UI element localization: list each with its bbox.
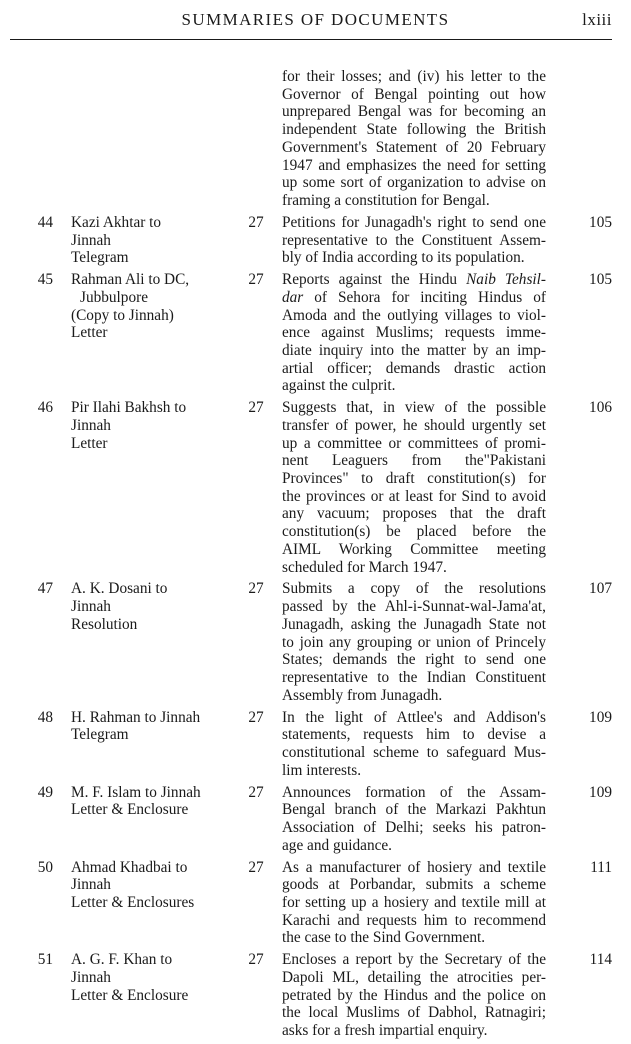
sender-line: Letter & Enclosures bbox=[71, 893, 195, 911]
summary-line: for their losses; and (iv) his letter to the bbox=[282, 68, 546, 85]
entry-summary bbox=[282, 784, 546, 855]
summary-line: the local Muslims of Dabhol, Ratnagiri; bbox=[282, 1004, 546, 1022]
sender-line: Jinnah bbox=[71, 968, 111, 986]
entry-page: 114 bbox=[589, 951, 612, 969]
entry-page: 111 bbox=[590, 858, 612, 876]
summary-line: Amoda and the outlying villages to viol- bbox=[282, 306, 546, 324]
summary-line: petrated by the Hindus and the police on bbox=[282, 986, 546, 1004]
summary-line: the case to the Sind Government. bbox=[282, 929, 486, 947]
entry-date: 27 bbox=[248, 858, 264, 876]
sender-line: Jubbulpore bbox=[80, 288, 148, 306]
entry-49 bbox=[0, 784, 631, 855]
summary-line: artial officer; demands drastic action bbox=[282, 359, 546, 377]
summary-line: Dapoli ML, detailing the atrocities per- bbox=[282, 968, 546, 986]
sender-line: M. F. Islam to Jinnah bbox=[71, 783, 201, 801]
summary-line: Provinces" to draft constitution(s) for bbox=[282, 470, 546, 488]
entry-45 bbox=[0, 271, 631, 395]
entry-page: 106 bbox=[589, 399, 612, 417]
entry-page: 105 bbox=[589, 213, 612, 231]
entry-47 bbox=[0, 580, 631, 704]
summary-line: representative to the Constituent Assem- bbox=[282, 231, 546, 249]
entry-page: 107 bbox=[589, 580, 612, 598]
summary-line: Association of Delhi; seeks his patron- bbox=[282, 818, 546, 836]
entry-51 bbox=[0, 951, 631, 1040]
sender-line: Telegram bbox=[71, 249, 129, 267]
sender-line: Jinnah bbox=[71, 876, 111, 894]
summary-line: ence against Muslims; requests imme- bbox=[282, 324, 546, 342]
summary-line: up a committee or committees of promi- bbox=[282, 434, 546, 452]
sender-line: Letter & Enclosure bbox=[71, 986, 189, 1004]
entry-summary bbox=[282, 580, 546, 704]
summary-line: to join any grouping or union of Princely bbox=[282, 633, 546, 651]
sender-line: Telegram bbox=[71, 726, 129, 744]
entry-date: 27 bbox=[248, 783, 264, 801]
summary-line: Junagadh, asking the Junagadh State not bbox=[282, 615, 546, 633]
summary-line: Governor of Bengal pointing out how bbox=[282, 85, 546, 103]
entry-summary bbox=[282, 271, 546, 395]
sender-line: Pir Ilahi Bakhsh to bbox=[71, 399, 187, 417]
entry-date: 27 bbox=[248, 951, 264, 969]
entry-sender bbox=[71, 709, 247, 744]
sender-line: Jinnah bbox=[71, 598, 111, 616]
summary-text: Reports against the Hindu bbox=[282, 271, 467, 289]
header-rule bbox=[10, 39, 612, 40]
entry-50 bbox=[0, 859, 631, 948]
sender-line: Jinnah bbox=[71, 231, 111, 249]
summary-line: passed by the Ahl-i-Sunnat-wal-Jama'at, bbox=[282, 598, 546, 616]
entry-summary bbox=[282, 214, 546, 267]
summary-line: any vacuum; proposes that the draft bbox=[282, 505, 546, 523]
summary-italic-term: dar bbox=[282, 288, 304, 306]
entry-number: 47 bbox=[37, 580, 53, 598]
summary-line: diate inquiry into the matter by an imp- bbox=[282, 341, 546, 359]
entry-number: 45 bbox=[37, 271, 53, 289]
summary-line: age and guidance. bbox=[282, 836, 392, 854]
entry-sender bbox=[71, 580, 247, 633]
entry-number: 50 bbox=[37, 858, 53, 876]
entry-sender bbox=[71, 784, 247, 819]
summary-line: Bengal branch of the Markazi Pakhtun bbox=[282, 801, 546, 819]
summary-line: unprepared Bengal was for becoming an bbox=[282, 103, 546, 121]
entry-sender bbox=[71, 859, 247, 912]
summary-line: States; demands the right to send one bbox=[282, 651, 546, 669]
summary-line: lim interests. bbox=[282, 761, 362, 779]
entry-summary bbox=[282, 399, 546, 576]
continuation-entry bbox=[0, 68, 631, 210]
sender-line: H. Rahman to Jinnah bbox=[71, 708, 201, 726]
summary-line: As a manufacturer of hosiery and textile bbox=[282, 858, 546, 876]
summary-line: framing a constitution for Bengal. bbox=[282, 191, 490, 209]
sender-line: Letter bbox=[71, 434, 108, 452]
entry-sender bbox=[71, 399, 247, 452]
summary-line: for setting up a hosiery and textile mill at bbox=[282, 893, 546, 911]
entry-48 bbox=[0, 709, 631, 780]
summary-line: nent Leaguers from the"Pakistani bbox=[282, 452, 546, 470]
entry-page: 105 bbox=[589, 271, 612, 289]
summary-line: goods at Porbandar, submits a scheme bbox=[282, 876, 546, 894]
summary-line: Government's Statement of 20 February bbox=[282, 138, 546, 156]
summary-line: Karachi and requests him to recommend bbox=[282, 911, 546, 929]
entry-date: 27 bbox=[248, 580, 264, 598]
entry-date: 27 bbox=[248, 708, 264, 726]
running-header bbox=[0, 0, 631, 42]
summary-italic-term: Naib Tehsil- bbox=[466, 271, 546, 289]
sender-line: Kazi Akhtar to bbox=[71, 213, 162, 231]
summary-line: Submits a copy of the resolutions bbox=[282, 580, 546, 598]
entry-46 bbox=[0, 399, 631, 576]
summary-line: 1947 and emphasizes the need for setting bbox=[282, 156, 546, 174]
entry-number: 46 bbox=[37, 399, 53, 417]
document-summary-list bbox=[0, 68, 631, 1044]
sender-line: Rahman Ali to DC, bbox=[71, 271, 190, 289]
running-header-title: SUMMARIES OF DOCUMENTS bbox=[181, 10, 450, 29]
sender-line: Letter bbox=[71, 324, 108, 342]
sender-line: Resolution bbox=[71, 615, 138, 633]
summary-line: AIML Working Committee meeting bbox=[282, 540, 546, 558]
summary-line: representative to the Indian Constituent bbox=[282, 668, 546, 686]
entry-summary bbox=[282, 709, 546, 780]
entry-sender bbox=[71, 951, 247, 1004]
entry-number: 44 bbox=[37, 213, 53, 231]
sender-line: Ahmad Khadbai to bbox=[71, 858, 188, 876]
summary-line bbox=[282, 289, 546, 307]
entry-sender bbox=[71, 271, 247, 342]
summary-line: transfer of power, he should urgently set bbox=[282, 416, 546, 434]
sender-line: A. K. Dosani to bbox=[71, 580, 168, 598]
sender-line: A. G. F. Khan to bbox=[71, 951, 173, 969]
summary-line: In the light of Attlee's and Addison's bbox=[282, 708, 546, 726]
entry-summary bbox=[282, 859, 546, 948]
entry-number: 51 bbox=[37, 951, 53, 969]
entry-page: 109 bbox=[589, 783, 612, 801]
summary-line: the provinces or at least for Sind to avoid bbox=[282, 487, 546, 505]
entry-date: 27 bbox=[248, 271, 264, 289]
summary-line: Suggests that, in view of the possible bbox=[282, 399, 546, 417]
summary-line: constitution(s) be placed before the bbox=[282, 523, 546, 541]
summary-text: of Sehora for inciting Hindus of bbox=[303, 288, 546, 306]
entry-number: 49 bbox=[37, 783, 53, 801]
entry-date: 27 bbox=[248, 213, 264, 231]
sender-line: (Copy to Jinnah) bbox=[71, 306, 174, 324]
summary-line: up some sort of organization to advise on bbox=[282, 174, 546, 192]
entry-sender bbox=[71, 214, 247, 267]
summary-line: independent State following the British bbox=[282, 121, 546, 139]
entry-44 bbox=[0, 214, 631, 267]
page-number: lxiii bbox=[582, 10, 612, 29]
entry-date: 27 bbox=[248, 399, 264, 417]
entry-page: 109 bbox=[589, 708, 612, 726]
summary-line: asks for a fresh impartial enquiry. bbox=[282, 1022, 488, 1040]
summary-line: constitutional scheme to safeguard Mus- bbox=[282, 743, 546, 761]
entry-summary bbox=[282, 68, 546, 210]
summary-line: Assembly from Junagadh. bbox=[282, 686, 443, 704]
summary-line: bly of India according to its population. bbox=[282, 249, 525, 267]
summary-line: statements, requests him to devise a bbox=[282, 726, 546, 744]
sender-line: Jinnah bbox=[71, 416, 111, 434]
summary-line: Encloses a report by the Secretary of the bbox=[282, 951, 546, 969]
entry-number: 48 bbox=[37, 708, 53, 726]
summary-line: scheduled for March 1947. bbox=[282, 558, 447, 576]
summary-line: against the culprit. bbox=[282, 377, 396, 395]
summary-line bbox=[282, 271, 546, 289]
summary-line: Petitions for Junagadh's right to send one bbox=[282, 213, 546, 231]
summary-line: Announces formation of the Assam- bbox=[282, 783, 546, 801]
sender-line: Letter & Enclosure bbox=[71, 801, 189, 819]
entry-summary bbox=[282, 951, 546, 1040]
